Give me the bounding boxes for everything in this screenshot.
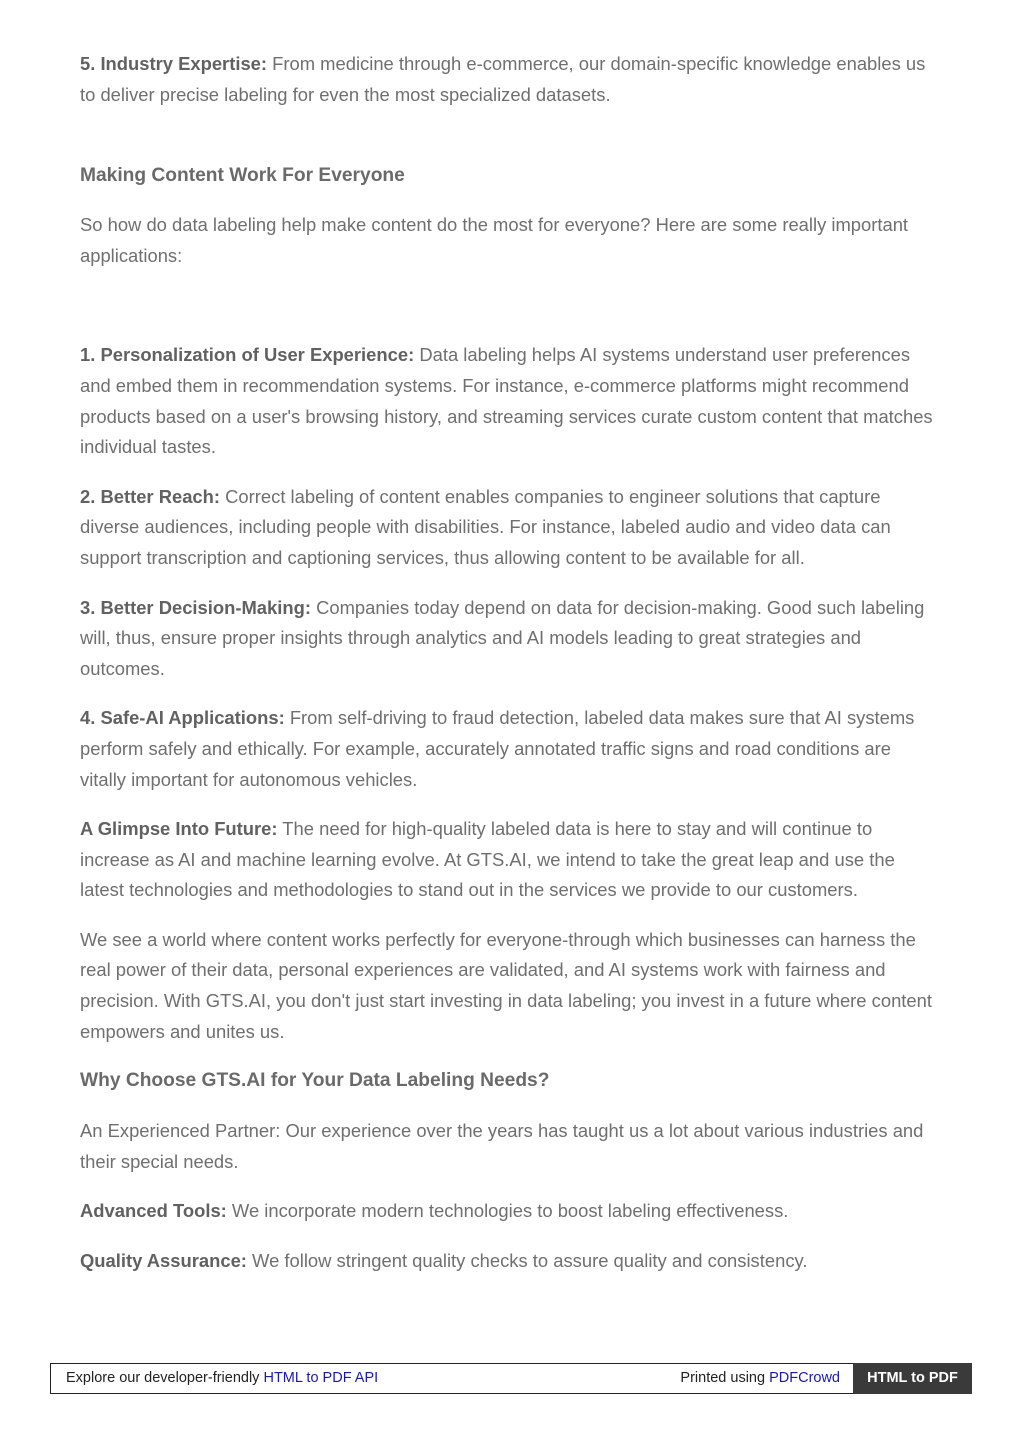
industry-expertise-paragraph <box>80 49 942 110</box>
pdfcrowd-footer-bar <box>50 1363 972 1394</box>
industry-expertise-text: From medicine through e-commerce, our domain-specific knowledge enables us to deliver precise labeling for even the most specialized datasets. <box>80 53 926 105</box>
glimpse-text: The need for high-quality labeled data is here to stay and will continue to increase as AI and machine learning evolve. At GTS.AI, we intend to take the great leap and use the latest technologies and methodologies to stand out in the services we provide to our customers. <box>80 818 895 901</box>
making-content-heading: Making Content Work For Everyone <box>80 165 405 187</box>
quality-assurance-paragraph <box>80 1246 942 1277</box>
better-reach-text: Correct labeling of content enables companies to engineer solutions that capture diverse audiences, including people with disabilities. For instance, labeled audio and video data can support transcription and captioning services, thus allowing content to be available for all. <box>80 485 891 568</box>
html-to-pdf-api-link[interactable]: HTML to PDF API <box>263 1370 379 1386</box>
better-reach-paragraph <box>80 482 942 574</box>
vision-paragraph: We see a world where content works perfectly for everyone-through which businesses can harness the real power of their data, personal experiences are validated, and AI systems work with fairness and precision. With GTS.AI, you don't just start investing in data labeling; you invest in a future where content empowers and unites us. <box>80 928 932 1042</box>
footer-explore-text: Explore our developer-friendly <box>66 1370 264 1386</box>
decision-making-text: Companies today depend on data for decision-making. Good such labeling will, thus, ensure proper insights through analytics and AI models leading to great strategies and outcomes. <box>80 596 925 679</box>
footer-printed-using <box>680 1364 840 1393</box>
decision-making-label: 3. Better Decision-Making: <box>80 596 311 618</box>
advanced-tools-paragraph <box>80 1196 942 1227</box>
experienced-partner-paragraph: An Experienced Partner: Our experience over the years has taught us a lot about various industries and their special needs. <box>80 1120 924 1172</box>
glimpse-label: A Glimpse Into Future: <box>80 818 278 840</box>
safe-ai-text: From self-driving to fraud detection, labeled data makes sure that AI systems perform safely and ethically. For example, accurately annotated traffic signs and road conditions are vitally important for autonomous vehicles. <box>80 707 915 790</box>
personalization-text: Data labeling helps AI systems understand user preferences and embed them in recommendation systems. For instance, e-commerce platforms might recommend products based on a user's browsing history, and streaming services curate custom content that matches individual tastes. <box>80 344 933 458</box>
decision-making-paragraph <box>80 593 942 685</box>
glimpse-paragraph <box>80 814 942 906</box>
personalization-paragraph <box>80 340 942 462</box>
html-to-pdf-button[interactable]: HTML to PDF <box>853 1363 972 1394</box>
pdfcrowd-link[interactable]: PDFCrowd <box>769 1370 840 1386</box>
safe-ai-label: 4. Safe-AI Applications: <box>80 707 285 729</box>
better-reach-label: 2. Better Reach: <box>80 485 221 507</box>
personalization-label: 1. Personalization of User Experience: <box>80 344 415 366</box>
footer-printed-text: Printed using <box>680 1370 770 1386</box>
quality-assurance-text: We follow stringent quality checks to assure quality and consistency. <box>246 1250 808 1272</box>
making-content-intro: So how do data labeling help make content do the most for everyone? Here are some really important applications: <box>80 214 909 266</box>
article-body <box>80 49 942 1296</box>
why-choose-heading: Why Choose GTS.AI for Your Data Labeling Needs? <box>80 1070 550 1092</box>
advanced-tools-label: Advanced Tools: <box>80 1200 227 1222</box>
industry-expertise-label: 5. Industry Expertise: <box>80 53 268 74</box>
quality-assurance-label: Quality Assurance: <box>80 1250 247 1272</box>
safe-ai-paragraph <box>80 703 942 795</box>
advanced-tools-text: We incorporate modern technologies to boost labeling effectiveness. <box>226 1200 789 1222</box>
footer-explore <box>66 1364 378 1393</box>
